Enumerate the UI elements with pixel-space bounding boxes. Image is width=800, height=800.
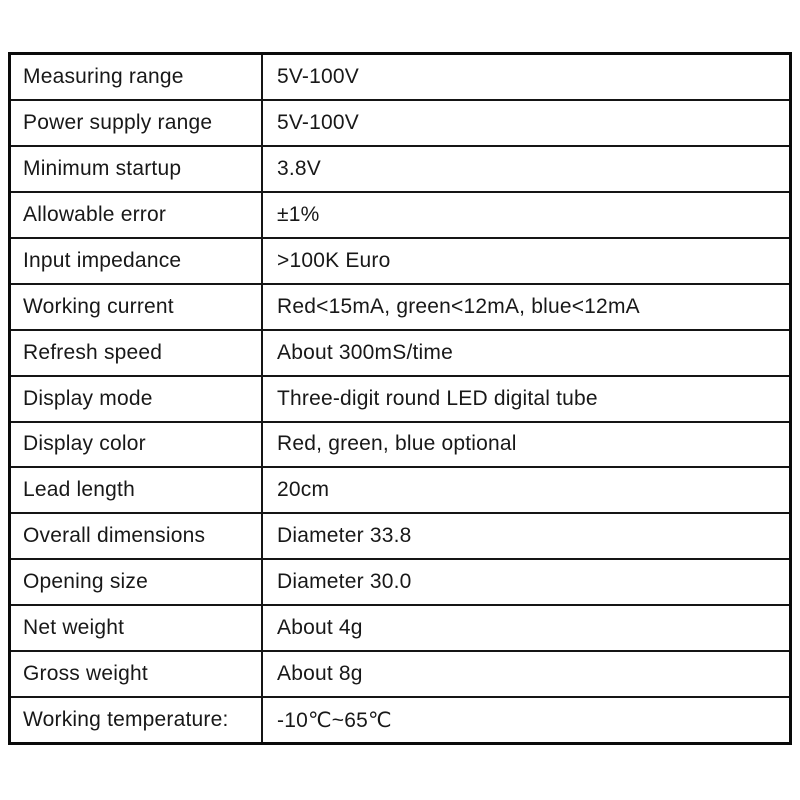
- table-row: [11, 698, 789, 742]
- spec-value: 20cm: [277, 478, 330, 502]
- spec-value: About 8g: [277, 662, 363, 686]
- spec-table: [8, 52, 792, 745]
- spec-label: Working current: [11, 285, 263, 329]
- spec-value: 5V-100V: [277, 110, 359, 134]
- spec-label: Net weight: [11, 606, 263, 650]
- table-row: [11, 193, 789, 239]
- spec-value: Three-digit round LED digital tube: [277, 386, 598, 410]
- spec-label: Power supply range: [11, 101, 263, 145]
- spec-value: -10℃~65℃: [277, 708, 392, 732]
- spec-value: ±1%: [277, 202, 320, 226]
- spec-value: 3.8V: [277, 156, 321, 180]
- table-row: [11, 101, 789, 147]
- table-row: [11, 606, 789, 652]
- table-row: [11, 377, 789, 423]
- spec-label: Minimum startup: [11, 147, 263, 191]
- spec-value: Red, green, blue optional: [277, 432, 517, 456]
- table-row: [11, 239, 789, 285]
- table-row: [11, 560, 789, 606]
- spec-value: 5V-100V: [277, 64, 359, 88]
- spec-label: Input impedance: [11, 239, 263, 283]
- table-row: [11, 468, 789, 514]
- table-row: [11, 652, 789, 698]
- spec-label: Lead length: [11, 468, 263, 512]
- table-row: [11, 331, 789, 377]
- table-row: [11, 514, 789, 560]
- table-row: [11, 423, 789, 469]
- spec-label: Opening size: [11, 560, 263, 604]
- spec-value: About 300mS/time: [277, 340, 453, 364]
- spec-label: Allowable error: [11, 193, 263, 237]
- table-row: [11, 147, 789, 193]
- spec-value: About 4g: [277, 616, 363, 640]
- spec-label: Display color: [11, 423, 263, 467]
- spec-value: Red<15mA, green<12mA, blue<12mA: [277, 294, 640, 318]
- spec-value: >100K Euro: [277, 248, 391, 272]
- spec-label: Display mode: [11, 377, 263, 421]
- spec-label: Working temperature:: [11, 698, 263, 742]
- table-row: [11, 55, 789, 101]
- spec-value: Diameter 33.8: [277, 524, 412, 548]
- table-row: [11, 285, 789, 331]
- spec-value: Diameter 30.0: [277, 570, 412, 594]
- spec-label: Overall dimensions: [11, 514, 263, 558]
- spec-label: Refresh speed: [11, 331, 263, 375]
- spec-label: Measuring range: [11, 55, 263, 99]
- spec-label: Gross weight: [11, 652, 263, 696]
